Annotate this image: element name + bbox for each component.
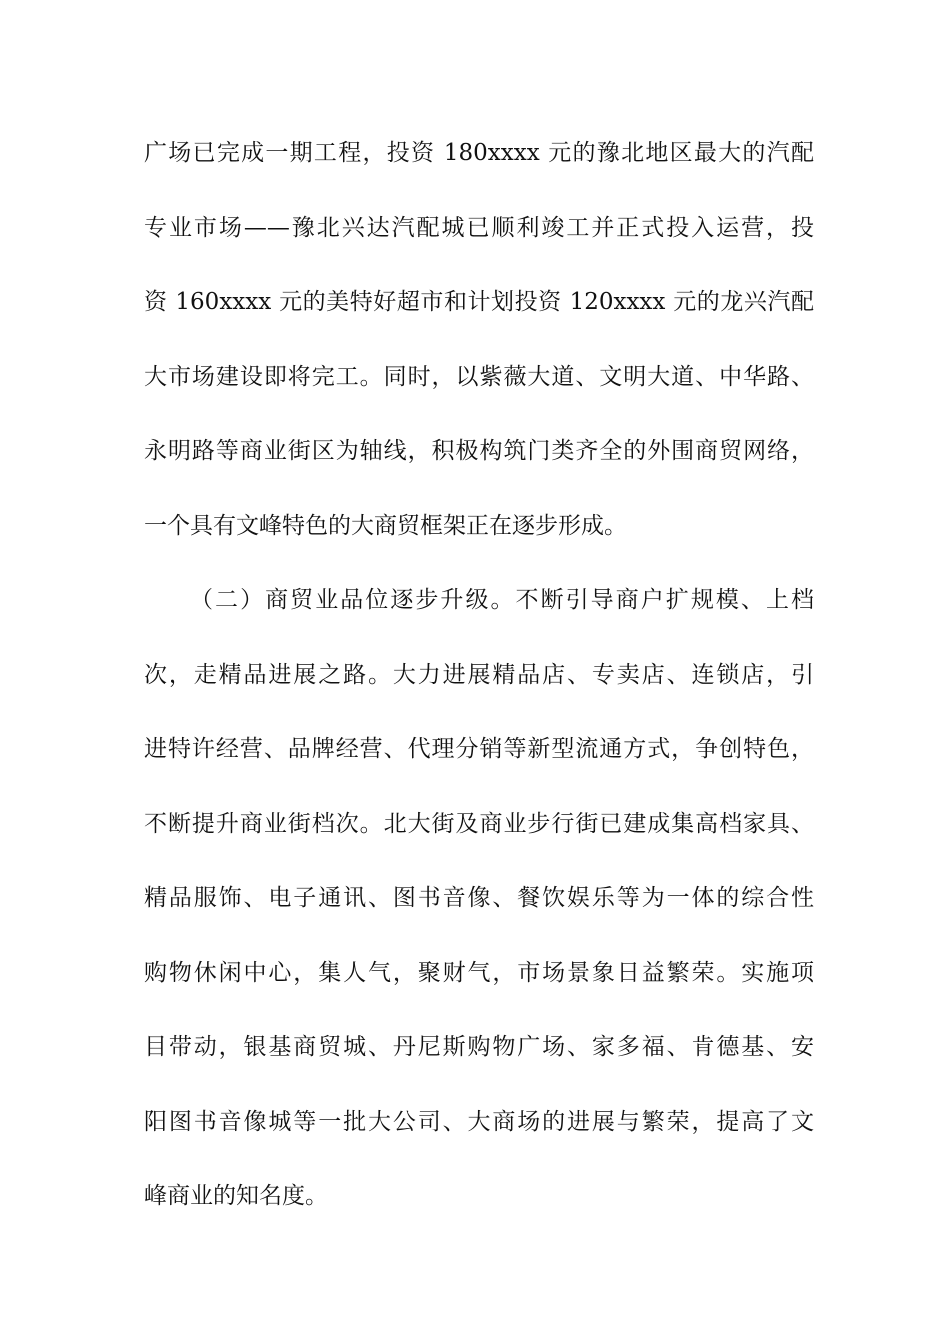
document-body xyxy=(144,133,814,1251)
paragraph-2-line: 不断提升商业街档次。北大街及商业步行街已建成集高档家具、 xyxy=(144,810,814,837)
paragraph-1 xyxy=(144,133,814,580)
paragraph-1-line: 专业市场——豫北兴达汽配城已顺利竣工并正式投入运营，投 xyxy=(144,214,814,241)
paragraph-2-line: 购物休闲中心，集人气，聚财气，市场景象日益繁荣。实施项 xyxy=(144,959,814,986)
paragraph-2-line: 阳图书音像城等一批大公司、大商场的进展与繁荣，提高了文 xyxy=(144,1108,814,1135)
paragraph-2-line: 次，走精品进展之路。大力进展精品店、专卖店、连锁店，引 xyxy=(144,661,814,688)
paragraph-1-line: 一个具有文峰特色的大商贸框架正在逐步形成。 xyxy=(144,512,627,539)
paragraph-1-line: 广场已完成一期工程，投资 180xxxx 元的豫北地区最大的汽配 xyxy=(144,140,814,166)
paragraph-1-line: 永明路等商业街区为轴线，积极构筑门类齐全的外围商贸网络， xyxy=(144,438,814,464)
paragraph-2-line: 进特许经营、品牌经营、代理分销等新型流通方式，争创特色， xyxy=(144,736,814,762)
paragraph-2-line: 峰商业的知名度。 xyxy=(144,1183,328,1209)
paragraph-2-line: （二）商贸业品位逐步升级。不断引导商户扩规模、上档 xyxy=(190,587,814,613)
paragraph-2 xyxy=(144,580,814,1251)
paragraph-2-line: 目带动，银基商贸城、丹尼斯购物广场、家多福、肯德基、安 xyxy=(144,1034,814,1060)
paragraph-1-line: 大市场建设即将完工。同时，以紫薇大道、文明大道、中华路、 xyxy=(144,363,814,390)
paragraph-2-line: 精品服饰、电子通讯、图书音像、餐饮娱乐等为一体的综合性 xyxy=(144,885,814,911)
paragraph-1-line: 资 160xxxx 元的美特好超市和计划投资 120xxxx 元的龙兴汽配 xyxy=(144,289,814,315)
